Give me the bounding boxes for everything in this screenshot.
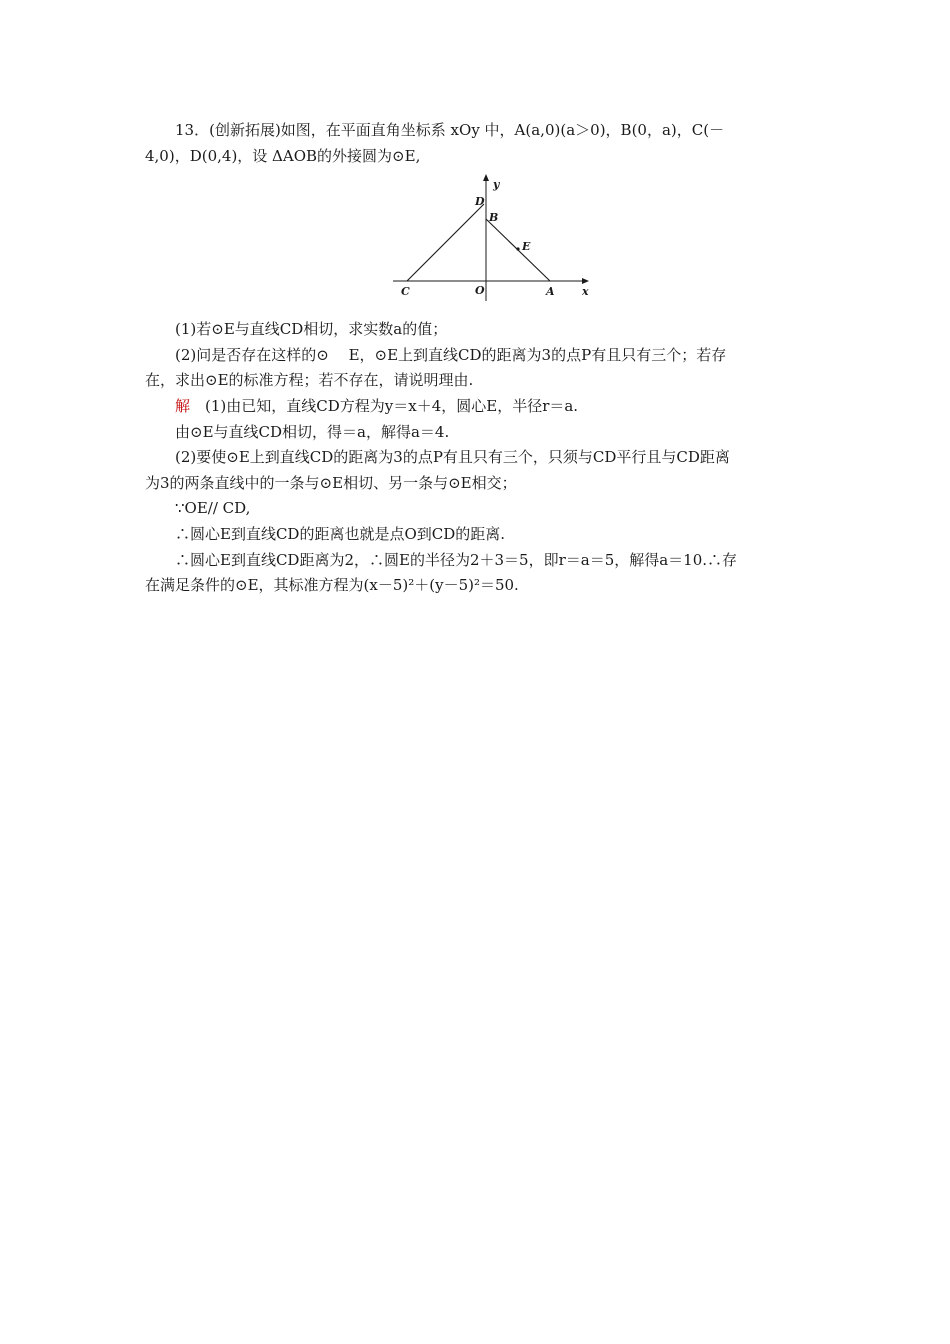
label-d: D <box>475 195 485 209</box>
problem-line-1: 13．(创新拓展)如图，在平面直角坐标系 xOy 中，A(a,0)(a＞0)，B(0，a)，C(－ <box>175 121 725 139</box>
coordinate-figure <box>145 171 807 311</box>
point-e <box>516 248 519 251</box>
solution-marker: 解 <box>175 396 191 415</box>
problem-line-2: 4,0)，D(0,4)，设 ΔAOB的外接圆为⊙E, <box>145 146 421 165</box>
label-b: B <box>489 211 499 225</box>
line-cd <box>407 204 484 281</box>
label-e: E <box>522 240 531 254</box>
label-y: y <box>493 178 500 192</box>
x-axis-arrow <box>582 278 589 284</box>
solution-line-8: 在满足条件的⊙E，其标准方程为(x－5)²＋(y－5)²＝50. <box>145 576 519 595</box>
y-axis-arrow <box>483 174 489 181</box>
question-1: (1)若⊙E与直线CD相切，求实数a的值； <box>175 320 448 339</box>
label-c: C <box>401 285 410 299</box>
solution-line-7: ∴圆心E到直线CD距离为2，∴圆E的半径为2＋3＝5，即r＝a＝5，解得a＝10.∴存 <box>175 550 738 569</box>
solution-line-1 <box>145 394 807 420</box>
question-2-line-2: 在，求出⊙E的标准方程；若不存在，请说明理由. <box>145 371 474 390</box>
figure-svg <box>391 171 591 301</box>
solution-line-5: ∵OE// CD, <box>175 499 251 518</box>
label-o: O <box>475 284 485 298</box>
label-x: x <box>582 285 589 299</box>
problem-content <box>145 118 807 599</box>
solution-line-4: 为3的两条直线中的一条与⊙E相切、另一条与⊙E相交； <box>145 473 517 492</box>
solution-line-2: 由⊙E与直线CD相切，得＝a，解得a＝4. <box>175 422 450 441</box>
question-2-line-1: (2)问是否存在这样的⊙ E，⊙E上到直线CD的距离为3的点P有且只有三个；若存 <box>175 345 727 364</box>
solution-line-3: (2)要使⊙E上到直线CD的距离为3的点P有且只有三个，只须与CD平行且与CD距离 <box>175 448 730 467</box>
solution-line-1-text: (1)由已知，直线CD方程为y＝x＋4，圆心E，半径r＝a. <box>190 396 579 415</box>
label-a: A <box>546 285 555 299</box>
solution-line-6: ∴圆心E到直线CD的距离也就是点O到CD的距离. <box>175 524 506 543</box>
